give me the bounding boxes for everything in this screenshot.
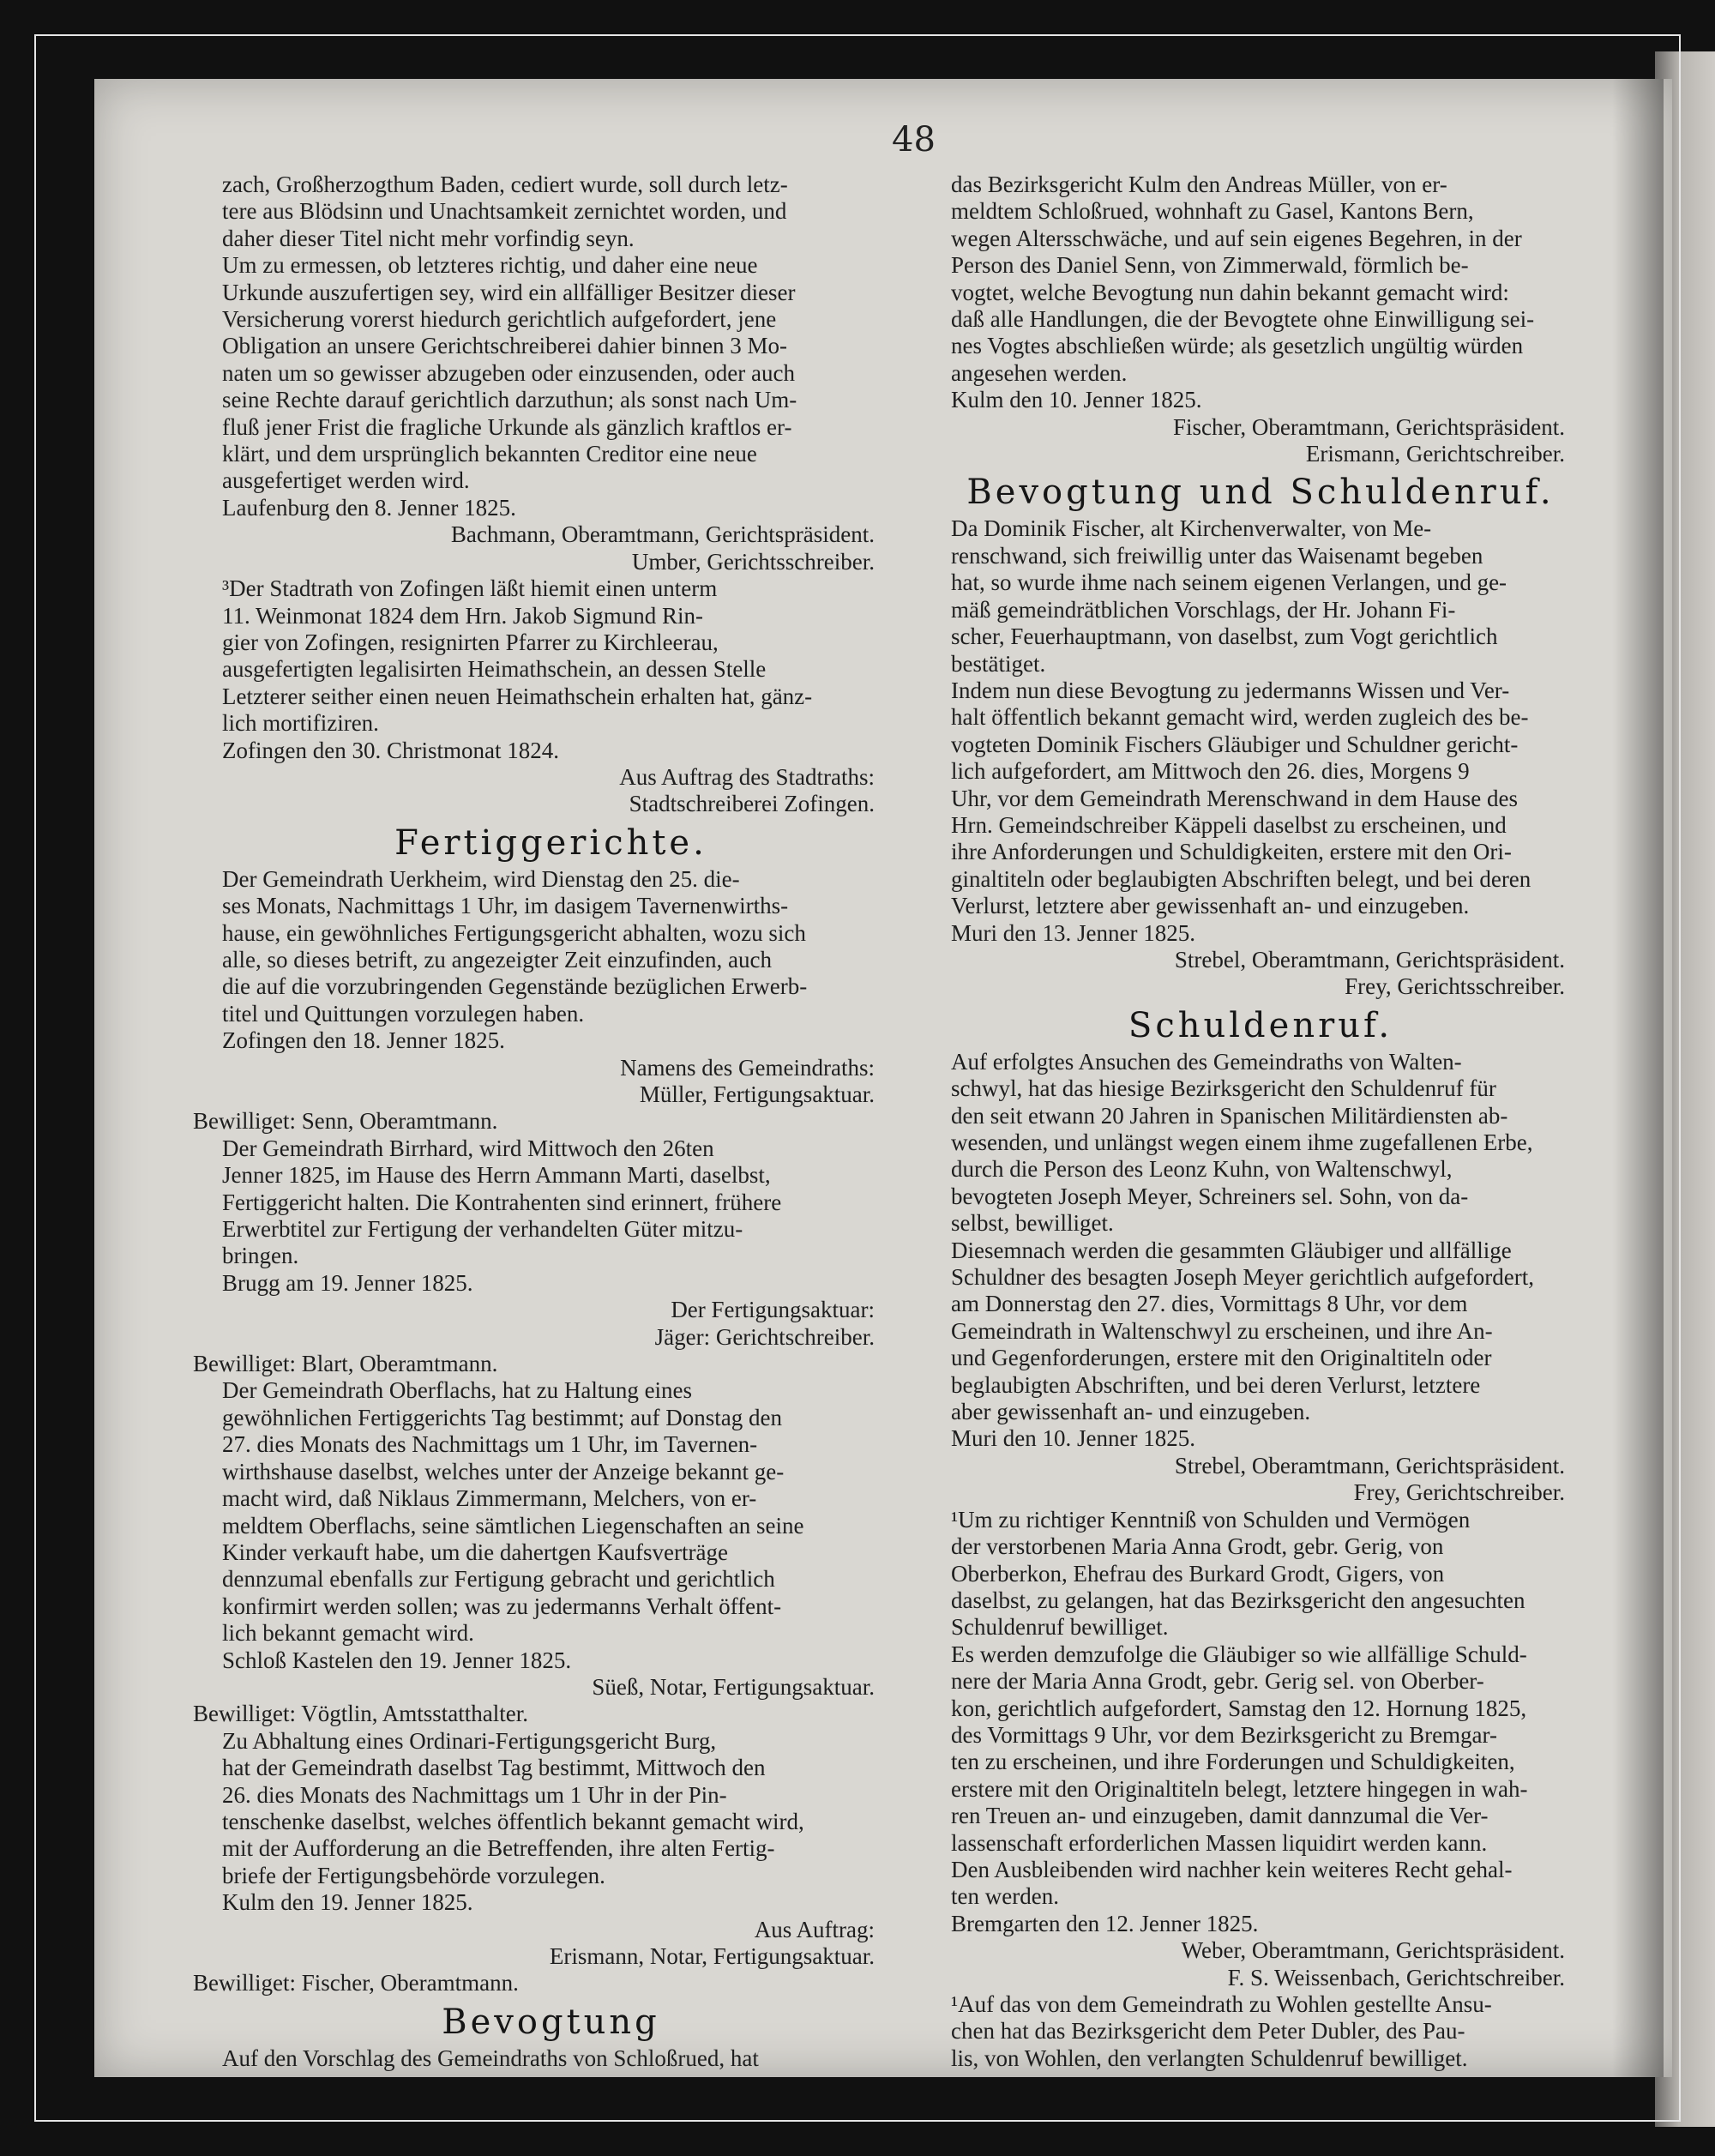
signature-line: Strebel, Oberamtmann, Gerichtspräsident.	[1174, 946, 1565, 973]
signature-line: Weber, Oberamtmann, Gerichtspräsident.	[1181, 1937, 1565, 1964]
text-line: Den Ausbleibenden wird nachher kein weiteres Recht gehal-	[951, 1856, 1513, 1882]
text-line: schwyl, hat das hiesige Bezirksgericht den Schuldenruf für	[951, 1075, 1496, 1102]
signature-line: Erismann, Gerichtschreiber.	[1305, 441, 1565, 467]
paragraph	[922, 1049, 1599, 1238]
text-line: Zu Abhaltung eines Ordinari-Fertigungsgericht Burg,	[222, 1727, 717, 1754]
signature-line: Umber, Gerichtsschreiber.	[631, 548, 875, 575]
paragraph	[922, 1857, 1599, 1911]
paragraph	[922, 1238, 1599, 1426]
text-line: Letzterer seither einen neuen Heimathschein erhalten hat, gänz-	[222, 683, 813, 709]
signature-line: Erismann, Notar, Fertigungsaktuar.	[549, 1943, 875, 1969]
binding-shadow	[1612, 79, 1664, 2077]
text-line: ¹Auf das von dem Gemeindrath zu Wohlen gestellte Ansu-	[951, 1991, 1492, 2017]
text-line: Der Gemeindrath Birrhard, wird Mittwoch den 26ten	[222, 1135, 714, 1161]
text-line: Da Dominik Fischer, alt Kirchenverwalter, von Me-	[951, 515, 1432, 542]
text-line: meldtem Oberflachs, seine sämtlichen Liegenschaften an seine	[222, 1512, 804, 1539]
text-line: renschwand, sich freiwillig unter das Waisenamt begeben	[951, 542, 1483, 569]
text-line: Obligation an unsere Gerichtschreiberei dahier binnen 3 Mo-	[222, 333, 788, 359]
text-line: und Gegenforderungen, erstere mit den Originaltiteln oder	[951, 1345, 1492, 1371]
signature-line: Der Fertigungsaktuar:	[671, 1297, 875, 1323]
text-line: Schuldner des besagten Joseph Meyer gerichtlich aufgefordert,	[951, 1264, 1535, 1291]
date-line: Schloß Kastelen den 19. Jenner 1825.	[222, 1647, 572, 1673]
text-line: ginaltiteln oder beglaubigten Abschriften belegt, und bei deren	[951, 865, 1531, 892]
text-line: chen hat das Bezirksgericht dem Peter Dubler, des Pau-	[951, 2018, 1465, 2045]
text-line: ses Monats, Nachmittags 1 Uhr, im dasigem Tavernenwirths-	[222, 893, 789, 919]
text-line: bestätiget.	[951, 650, 1046, 677]
text-line: Der Gemeindrath Uerkheim, wird Dienstag den 25. die-	[222, 865, 740, 892]
text-line: meldtem Schloßrued, wohnhaft zu Gasel, Kantons Bern,	[951, 198, 1474, 225]
text-line: mäß gemeindrätblichen Vorschlags, der Hr. Johann Fi-	[951, 596, 1456, 623]
text-line: macht wird, daß Niklaus Zimmermann, Melchers, von er-	[222, 1485, 757, 1512]
text-line: das Bezirksgericht Kulm den Andreas Müller, von er-	[951, 172, 1447, 197]
left-column	[193, 172, 909, 2072]
text-line: tenschenke daselbst, welches öffentlich bekannt gemacht wird,	[222, 1808, 804, 1834]
text-line: angesehen werden.	[951, 359, 1128, 386]
paragraph	[922, 1641, 1599, 1857]
text-line: briefe der Fertigungsbehörde vorzulegen.	[222, 1862, 605, 1888]
signature-line: Müller, Fertigungsaktuar.	[639, 1081, 875, 1107]
text-line: Kinder verkauft habe, um die dahertgen Kaufsverträge	[222, 1539, 728, 1565]
text-line: Fertiggericht halten. Die Kontrahenten sind erinnert, frühere	[222, 1189, 782, 1215]
text-line: lich aufgefordert, am Mittwoch den 26. dies, Morgens 9	[951, 758, 1470, 785]
section-heading: Schuldenruf.	[1128, 1005, 1393, 1045]
text-line: die auf die vorzubringenden Gegenstände bezüglichen Erwerb-	[222, 973, 808, 1000]
date-line: Zofingen den 18. Jenner 1825.	[222, 1027, 505, 1054]
signature-line: Aus Auftrag:	[754, 1916, 875, 1942]
text-line: Der Gemeindrath Oberflachs, hat zu Haltung eines	[222, 1377, 693, 1404]
text-line: Indem nun diese Bevogtung zu jedermanns Wissen und Ver-	[951, 677, 1510, 703]
text-line: am Donnerstag den 27. dies, Vormittags 8 Uhr, vor dem	[951, 1291, 1468, 1317]
text-line: ausgefertigten legalisirten Heimathschein, an dessen Stelle	[222, 656, 767, 683]
text-line: wirthshause daselbst, welches unter der Anzeige bekannt ge-	[222, 1458, 785, 1485]
paragraph	[922, 172, 1599, 387]
text-line: 11. Weinmonat 1824 dem Hrn. Jakob Sigmund Rin-	[222, 602, 704, 629]
date-line: Kulm den 10. Jenner 1825.	[951, 387, 1202, 413]
text-line: Verlurst, letztere aber gewissenhaft an- und einzugeben.	[951, 893, 1470, 919]
text-line: nere der Maria Anna Grodt, gebr. Gerig sel. von Oberber-	[951, 1668, 1484, 1695]
text-line: ten zu erscheinen, und ihre Forderungen und Schuldigkeiten,	[951, 1749, 1515, 1775]
approval-line: Bewilliget: Senn, Oberamtmann.	[193, 1108, 498, 1135]
paragraph	[922, 1507, 1599, 1641]
text-line: erstere mit den Originaltiteln belegt, letztere hingegen in wah-	[951, 1775, 1528, 1802]
text-line: tere aus Blödsinn und Unachtsamkeit zernichtet worden, und	[222, 198, 787, 225]
text-line: den seit etwann 20 Jahren in Spanischen Militärdiensten ab-	[951, 1102, 1508, 1129]
text-line: Uhr, vor dem Gemeindrath Merenschwand in dem Hause des	[951, 785, 1518, 811]
paragraph	[193, 1377, 909, 1647]
text-line: lich mortifiziren.	[222, 710, 379, 737]
signature-line: Namens des Gemeindraths:	[620, 1054, 875, 1081]
text-line: ³Der Stadtrath von Zofingen läßt hiemit einen unterm	[222, 575, 718, 602]
signature-line: Stadtschreiberei Zofingen.	[629, 791, 875, 817]
date-line: Zofingen den 30. Christmonat 1824.	[222, 737, 559, 763]
date-line: Muri den 10. Jenner 1825.	[951, 1425, 1195, 1452]
text-line: titel und Quittungen vorzulegen haben.	[222, 1000, 585, 1027]
text-line: bevogteten Joseph Meyer, Schreiners sel. Sohn, von da-	[951, 1183, 1469, 1209]
text-line: naten um so gewisser abzugeben oder einzusenden, oder auch	[222, 359, 795, 386]
text-line: ¹Um zu richtiger Kenntniß von Schulden und Vermögen	[951, 1506, 1471, 1533]
date-line: Kulm den 19. Jenner 1825.	[222, 1889, 473, 1916]
text-line: vogteten Dominik Fischers Gläubiger und Schuldner gericht-	[951, 731, 1519, 757]
text-line: der verstorbenen Maria Anna Grodt, gebr. Gerig, von	[951, 1533, 1444, 1560]
text-line: lassenschaft erforderlichen Massen liquidirt werden kann.	[951, 1829, 1488, 1856]
text-line: Gemeindrath in Waltenschwyl zu erscheinen, und ihre An-	[951, 1317, 1493, 1344]
text-line: kon, gerichtlich aufgefordert, Samstag den 12. Hornung 1825,	[951, 1695, 1527, 1721]
text-line: Auf erfolgtes Ansuchen des Gemeindraths von Walten-	[951, 1048, 1462, 1075]
text-line: Person des Daniel Senn, von Zimmerwald, förmlich be-	[951, 252, 1469, 279]
text-line: fluß jener Frist die fragliche Urkunde als gänzlich kraftlos er-	[222, 413, 792, 440]
section-heading: Bevogtung	[442, 2002, 660, 2042]
paragraph	[193, 866, 909, 1027]
paragraph	[193, 1728, 909, 1889]
paragraph	[922, 515, 1599, 677]
paragraph	[193, 252, 909, 495]
text-line: lis, von Wohlen, den verlangten Schuldenruf bewilliget.	[951, 2045, 1468, 2071]
text-line: daselbst, zu gelangen, hat das Bezirksgericht den angesuchten	[951, 1587, 1525, 1613]
text-line: bringen.	[222, 1243, 299, 1269]
text-line: gier von Zofingen, resignirten Pfarrer zu Kirchleerau,	[222, 629, 719, 655]
approval-line: Bewilliget: Fischer, Oberamtmann.	[193, 1970, 519, 1996]
date-line: Muri den 13. Jenner 1825.	[951, 919, 1195, 946]
text-line: seine Rechte darauf gerichtlich darzuthun; als sonst nach Um-	[222, 387, 797, 413]
section-heading: Fertiggerichte.	[394, 822, 707, 863]
text-line: Diesemnach werden die gesammten Gläubiger und allfällige	[951, 1237, 1512, 1263]
paragraph	[922, 1991, 1599, 2072]
text-line: Schuldenruf bewilliget.	[951, 1614, 1169, 1641]
signature-line: Jäger: Gerichtschreiber.	[654, 1323, 875, 1350]
paragraph	[193, 2045, 909, 2072]
text-line: Um zu ermessen, ob letzteres richtig, und daher eine neue	[222, 252, 758, 279]
date-line: Brugg am 19. Jenner 1825.	[222, 1269, 473, 1296]
text-line: Versicherung vorerst hiedurch gerichtlich aufgefordert, jene	[222, 306, 777, 333]
paragraph	[193, 172, 909, 252]
text-line: vogtet, welche Bevogtung nun dahin bekannt gemacht wird:	[951, 279, 1509, 305]
date-line: Bremgarten den 12. Jenner 1825.	[951, 1910, 1259, 1936]
paragraph	[193, 1135, 909, 1270]
text-line: 27. dies Monats des Nachmittags um 1 Uhr, im Tavernen-	[222, 1431, 758, 1458]
text-line: hat der Gemeindrath daselbst Tag bestimmt, Mittwoch den	[222, 1755, 766, 1781]
text-line: ihre Anforderungen und Schuldigkeiten, erstere mit den Ori-	[951, 839, 1512, 865]
signature-line: Frey, Gerichtschreiber.	[1353, 1479, 1565, 1506]
text-line: Erwerbtitel zur Fertigung der verhandelten Güter mitzu-	[222, 1216, 743, 1243]
signature-line: Aus Auftrag des Stadtraths:	[619, 763, 875, 790]
text-line: ten werden.	[951, 1883, 1059, 1910]
text-line: alle, so dieses betrift, zu angezeigter Zeit einzufinden, auch	[222, 946, 772, 973]
text-line: Oberberkon, Ehefrau des Burkard Grodt, Gigers, von	[951, 1560, 1445, 1587]
text-line: daher dieser Titel nicht mehr vorfindig seyn.	[222, 225, 635, 251]
text-line: scher, Feuerhauptmann, von daselbst, zum Vogt gerichtlich	[951, 623, 1498, 650]
text-line: ausgefertiget werden wird.	[222, 467, 470, 494]
text-line: selbst, bewilliget.	[951, 1210, 1114, 1237]
text-line: aber gewissenhaft an- und einzugeben.	[951, 1399, 1311, 1425]
approval-line: Bewilliget: Blart, Oberamtmann.	[193, 1351, 498, 1377]
paragraph	[922, 678, 1599, 920]
text-line: wesenden, und unlängst wegen einem ihme zugefallenen Erbe,	[951, 1129, 1533, 1155]
text-line: Urkunde auszufertigen sey, wird ein allfälliger Besitzer dieser	[222, 279, 796, 305]
text-line: beglaubigten Abschriften, und bei deren Verlurst, letztere	[951, 1371, 1481, 1398]
text-line: dennzumal ebenfalls zur Fertigung gebracht und gerichtlich	[222, 1566, 775, 1593]
text-line: Hrn. Gemeindschreiber Käppeli daselbst zu erscheinen, und	[951, 811, 1507, 838]
text-line: gewöhnlichen Fertiggerichts Tag bestimmt; auf Donstag den	[222, 1404, 782, 1430]
text-line: lich bekannt gemacht wird.	[222, 1620, 474, 1647]
signature-line: F. S. Weissenbach, Gerichtschreiber.	[1227, 1964, 1565, 1990]
signature-line: Strebel, Oberamtmann, Gerichtspräsident.	[1174, 1452, 1565, 1478]
text-line: klärt, und dem ursprünglich bekannten Creditor eine neue	[222, 441, 757, 467]
text-line: 26. dies Monats des Nachmittags um 1 Uhr in der Pin-	[222, 1781, 727, 1808]
text-line: konfirmirt werden sollen; was zu jedermanns Verhalt öffent-	[222, 1593, 782, 1619]
signature-line: Bachmann, Oberamtmann, Gerichtspräsident.	[450, 521, 875, 548]
right-column	[922, 172, 1599, 2072]
signature-line: Süeß, Notar, Fertigungsaktuar.	[592, 1673, 875, 1700]
text-line: nes Vogtes abschließen würde; als gesetzlich ungültig würden	[951, 333, 1524, 359]
text-line: durch die Person des Leonz Kuhn, von Waltenschwyl,	[951, 1156, 1453, 1183]
text-line: hat, so wurde ihme nach seinem eigenen Verlangen, und ge-	[951, 569, 1507, 596]
signature-line: Fischer, Oberamtmann, Gerichtspräsident.	[1172, 413, 1565, 440]
text-line: Auf den Vorschlag des Gemeindraths von Schloßrued, hat	[222, 2045, 759, 2071]
section-heading: Bevogtung und Schuldenruf.	[966, 473, 1555, 513]
approval-line: Bewilliget: Vögtlin, Amtsstatthalter.	[193, 1701, 528, 1727]
text-line: mit der Aufforderung an die Betreffenden, ihre alten Fertig-	[222, 1835, 775, 1862]
text-line: zach, Großherzogthum Baden, cediert wurde, soll durch letz-	[222, 172, 788, 197]
signature-line: Frey, Gerichtsschreiber.	[1345, 973, 1565, 1000]
text-line: hause, ein gewöhnliches Fertigungsgericht abhalten, wozu sich	[222, 919, 806, 946]
text-line: halt öffentlich bekannt gemacht wird, werden zugleich des be-	[951, 704, 1529, 731]
date-line: Laufenburg den 8. Jenner 1825.	[222, 494, 516, 521]
text-line: ren Treuen an- und einzugeben, damit dannzumal die Ver-	[951, 1803, 1489, 1829]
text-line: des Vormittags 9 Uhr, vor dem Bezirksgericht zu Bremgar-	[951, 1721, 1497, 1748]
text-line: daß alle Handlungen, die der Bevogtete ohne Einwilligung sei-	[951, 306, 1535, 333]
text-line: Jenner 1825, im Hause des Herrn Ammann Marti, daselbst,	[222, 1162, 771, 1189]
paragraph	[193, 575, 909, 737]
page-number: 48	[892, 120, 936, 160]
text-line: Es werden demzufolge die Gläubiger so wie allfällige Schuld-	[951, 1641, 1527, 1667]
text-line: wegen Altersschwäche, und auf sein eigenes Begehren, in der	[951, 225, 1522, 251]
